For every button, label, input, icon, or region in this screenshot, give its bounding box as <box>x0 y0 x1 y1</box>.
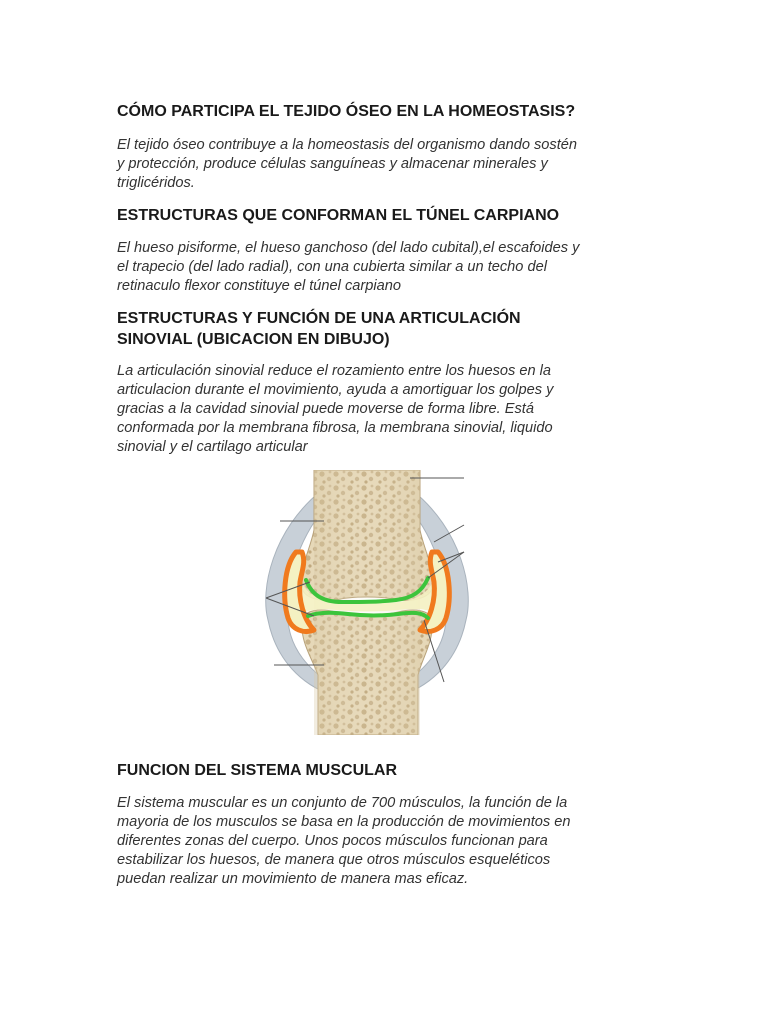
section-body-carpal-tunnel: El hueso pisiforme, el hueso ganchoso (del lado cubital),el escafoides y el trapecio (del lado radial), con una cubierta similar a un techo del retinaculo flexor constituye el túnel carpiano <box>117 240 580 294</box>
synovial-joint-illustration <box>262 470 472 735</box>
section-body-synovial-joint: La articulación sinovial reduce el rozamiento entre los huesos en la articulacion durante el movimiento, ayuda a amortiguar los golpes y gracias a la cavidad sinovial puede moverse de forma libre. Está conformada por la membrana fibrosa, la membrana sinovial, liquido sinovial y el cartilago articular <box>117 363 554 455</box>
section-body-muscular-system: El sistema muscular es un conjunto de 700 músculos, la función de la mayoria de los musculos se basa en la producción de movimientos en diferentes zonas del cuerpo. Unos pocos músculos funcionan para estabilizar los huesos, de manera que otros músculos esqueléticos puedan realizar un movimiento de manera mas eficaz. <box>117 795 571 887</box>
section-heading-synovial-joint: ESTRUCTURAS Y FUNCIÓN DE UNA ARTICULACIÓN SINOVIAL (UBICACION EN DIBUJO) <box>117 310 521 348</box>
section-heading-homeostasis: CÓMO PARTICIPA EL TEJIDO ÓSEO EN LA HOMEOSTASIS? <box>117 103 576 120</box>
section-heading-muscular-system: FUNCION DEL SISTEMA MUSCULAR <box>117 762 397 779</box>
section-heading-carpal-tunnel: ESTRUCTURAS QUE CONFORMAN EL TÚNEL CARPIANO <box>117 207 560 224</box>
section-body-homeostasis: El tejido óseo contribuye a la homeostasis del organismo dando sostén y protección, produce células sanguíneas y almacenar minerales y triglicéridos. <box>117 137 577 191</box>
